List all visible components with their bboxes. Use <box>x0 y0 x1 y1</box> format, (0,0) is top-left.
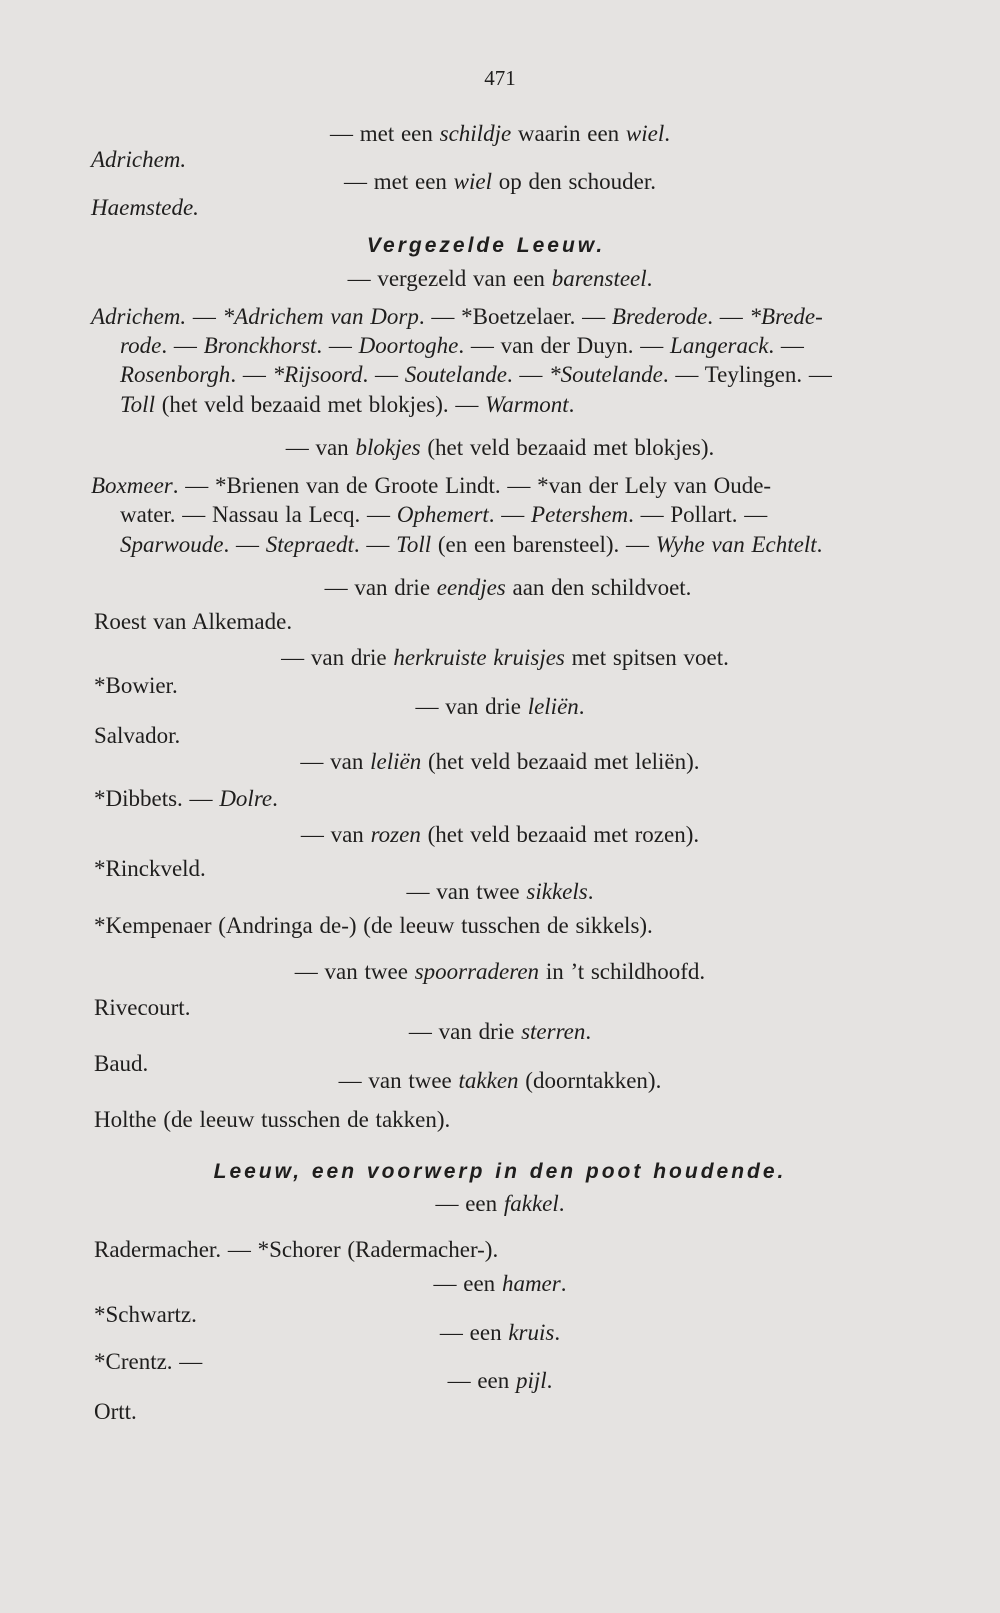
italic-text: sterren <box>521 1019 586 1044</box>
text-line <box>0 722 1000 750</box>
text-line <box>0 501 1000 529</box>
text-run: . <box>546 1368 553 1393</box>
text-line <box>0 303 1000 331</box>
line-text <box>94 609 292 634</box>
italic-text: Stepraedt <box>265 532 354 557</box>
italic-text: leliën <box>527 694 579 719</box>
text-line <box>0 391 1000 419</box>
text-run: . — <box>362 362 405 387</box>
line-text <box>120 392 574 417</box>
text-run: op den schouder. <box>492 169 656 194</box>
text-run: — <box>186 304 223 329</box>
line-text <box>325 575 692 600</box>
line-text <box>484 66 516 90</box>
line-text <box>407 879 594 904</box>
italic-text: *Soutelande <box>549 362 663 387</box>
text-run: . — <box>506 362 550 387</box>
text-run: . — Pollart. — <box>628 502 768 527</box>
charge-heading <box>0 1190 1000 1218</box>
line-text <box>120 362 832 387</box>
line-text <box>409 1019 591 1044</box>
italic-text: hamer <box>501 1271 561 1296</box>
italic-text: Boxmeer <box>91 473 173 498</box>
text-run: *Schwartz. <box>94 1302 197 1327</box>
text-run: — van drie <box>281 645 394 670</box>
text-run: (het veld bezaaid met blokjes). <box>420 435 715 460</box>
charge-heading <box>0 1067 1000 1095</box>
text-run: . <box>816 532 823 557</box>
charge-heading <box>8 574 1000 602</box>
line-text <box>448 1368 553 1393</box>
text-run: — een <box>439 1320 509 1345</box>
text-run: . <box>585 1019 592 1044</box>
text-run: 471 <box>484 66 516 90</box>
text-run: — met een <box>344 169 454 194</box>
charge-heading <box>0 120 1000 148</box>
line-text <box>120 333 804 358</box>
italic-text: Langerack <box>670 333 769 358</box>
text-run: . <box>554 1320 561 1345</box>
text-run: water. — Nassau la Lecq. — <box>120 502 397 527</box>
text-run: aan den schildvoet. <box>505 575 692 600</box>
italic-text: herkruiste kruisjes <box>393 645 565 670</box>
text-line <box>0 912 1000 940</box>
italic-text: Dolre <box>219 786 273 811</box>
italic-text: kruis <box>508 1320 555 1345</box>
italic-text: *Adrichem van Dorp <box>222 304 419 329</box>
charge-heading <box>0 434 1000 462</box>
section-heading <box>0 1158 1000 1186</box>
text-run: in ’t schildhoofd. <box>539 959 706 984</box>
text-run: . — <box>707 304 750 329</box>
line-text <box>440 1320 560 1345</box>
text-run: . — Teylingen. — <box>662 362 832 387</box>
text-run: — van drie <box>324 575 437 600</box>
line-text <box>281 645 729 670</box>
text-run: . — <box>223 532 266 557</box>
text-run: *Crentz. — <box>94 1349 203 1374</box>
text-run: . — <box>768 333 804 358</box>
text-run: — van drie <box>408 1019 522 1044</box>
line-text <box>348 266 653 291</box>
charge-heading <box>0 821 1000 849</box>
section-heading <box>0 232 986 260</box>
text-run: . <box>272 786 278 811</box>
text-run: *Dibbets. — <box>94 786 220 811</box>
italic-text: *Brede- <box>749 304 823 329</box>
text-run: Rivecourt. <box>94 995 191 1020</box>
italic-text: *Rijsoord <box>272 362 363 387</box>
charge-heading <box>0 1319 1000 1347</box>
italic-text: schildje <box>439 121 512 146</box>
text-line <box>0 361 1000 389</box>
text-run: (doorntakken). <box>518 1068 662 1093</box>
text-run: . — van der Duyn. — <box>458 333 671 358</box>
italic-text: Bronckhorst <box>203 333 317 358</box>
line-text <box>120 502 767 527</box>
text-run: — van drie <box>415 694 528 719</box>
text-run: Ortt. <box>94 1399 137 1424</box>
text-line <box>0 194 1000 222</box>
text-run: (het veld bezaaid met leliën). <box>421 749 700 774</box>
text-run: . <box>646 266 653 291</box>
line-text <box>344 169 656 194</box>
text-run: — van twee <box>406 879 527 904</box>
line-text <box>367 234 605 257</box>
page-number <box>0 64 1000 92</box>
italic-text: Warmont <box>485 392 569 417</box>
text-run: . <box>560 1271 567 1296</box>
italic-text: takken <box>458 1068 519 1093</box>
text-run: Vergezelde Leeuw. <box>366 234 606 257</box>
line-text <box>94 1107 450 1132</box>
text-run: Leeuw, een voorwerp in den poot houdende. <box>213 1160 787 1183</box>
text-run: (het veld bezaaid met rozen). <box>420 822 700 847</box>
text-run: . — <box>161 333 204 358</box>
text-run: . — <box>353 532 397 557</box>
italic-text: blokjes <box>355 435 421 460</box>
text-run: . <box>664 121 671 146</box>
text-run: . <box>568 392 575 417</box>
italic-text: barensteel <box>551 266 647 291</box>
italic-text: eendjes <box>436 575 506 600</box>
line-text <box>91 473 771 498</box>
line-text <box>94 723 180 748</box>
charge-heading <box>5 644 1000 672</box>
text-run: . — *Brienen van de Groote Lindt. — *van der Lely van Oude- <box>172 473 772 498</box>
line-text <box>434 1271 567 1296</box>
text-run: — van <box>300 749 371 774</box>
italic-text: Haemstede. <box>91 195 199 220</box>
text-run: — van <box>285 435 356 460</box>
italic-text: Brederode <box>611 304 708 329</box>
text-run: *Rinckveld. <box>94 856 206 881</box>
text-run: Radermacher. — *Schorer (Radermacher-). <box>94 1237 499 1262</box>
text-run: . <box>587 879 594 904</box>
charge-heading <box>0 958 1000 986</box>
text-run: . <box>558 1191 565 1216</box>
text-run: — een <box>447 1368 516 1393</box>
charge-heading <box>0 1270 1000 1298</box>
line-text <box>94 995 190 1020</box>
text-run: — van twee <box>294 959 415 984</box>
text-run: . — *Boetzelaer. — <box>418 304 612 329</box>
text-run: — een <box>435 1191 504 1216</box>
text-run: . — <box>316 333 359 358</box>
text-line <box>0 608 1000 636</box>
italic-text: Sparwoude <box>120 532 224 557</box>
line-text <box>120 532 822 557</box>
text-line <box>0 332 1000 360</box>
italic-text: Toll <box>120 392 155 417</box>
italic-text: leliën <box>370 749 422 774</box>
text-run: — van <box>300 822 371 847</box>
italic-text: spoorraderen <box>414 959 540 984</box>
italic-text: Rosenborgh <box>120 362 231 387</box>
line-text <box>214 1160 787 1183</box>
italic-text: Ophemert <box>396 502 489 527</box>
italic-text: Adrichem. <box>91 147 187 172</box>
text-run: Salvador. <box>94 723 181 748</box>
italic-text: Adrichem. <box>91 304 187 329</box>
italic-text: Doortoghe <box>358 333 459 358</box>
italic-text: wiel <box>625 121 665 146</box>
line-text <box>94 786 278 811</box>
text-run: — vergezeld van een <box>347 266 552 291</box>
text-line <box>0 1106 1000 1134</box>
line-text <box>339 1068 662 1093</box>
italic-text: rozen <box>370 822 421 847</box>
text-run: — van twee <box>338 1068 459 1093</box>
text-line <box>0 785 1000 813</box>
line-text <box>94 1237 498 1262</box>
charge-heading <box>0 168 1000 196</box>
line-text <box>94 913 653 938</box>
italic-text: fakkel <box>503 1191 559 1216</box>
charge-heading <box>0 1367 1000 1395</box>
text-run: Baud. <box>94 1051 149 1076</box>
italic-text: Soutelande <box>404 362 507 387</box>
text-run: met spitsen voet. <box>564 645 729 670</box>
text-run: (het veld bezaaid met blokjes). — <box>154 392 486 417</box>
charge-heading <box>0 748 1000 776</box>
text-line <box>0 472 1000 500</box>
charge-heading <box>0 878 1000 906</box>
charge-heading <box>0 1018 1000 1046</box>
text-run: — een <box>433 1271 502 1296</box>
text-line <box>0 1236 1000 1264</box>
charge-heading <box>0 265 1000 293</box>
text-run: . <box>578 694 585 719</box>
text-run: Roest van Alkemade. <box>94 609 293 634</box>
line-text <box>415 694 584 719</box>
italic-text: wiel <box>453 169 493 194</box>
line-text <box>330 121 670 146</box>
text-line <box>0 1398 1000 1426</box>
italic-text: Petershem <box>531 502 629 527</box>
line-text <box>301 822 699 847</box>
text-run: *Bowier. <box>94 673 178 698</box>
italic-text: sikkels <box>526 879 588 904</box>
text-run: — met een <box>329 121 440 146</box>
line-text <box>91 195 199 220</box>
italic-text: Wyhe van Echtelt <box>655 532 817 557</box>
italic-text: Toll <box>396 532 432 557</box>
text-run: waarin een <box>511 121 626 146</box>
text-run: (en een barensteel). — <box>431 532 656 557</box>
line-text <box>295 959 705 984</box>
text-run: Holthe (de leeuw tusschen de takken). <box>94 1107 451 1132</box>
line-text <box>94 1399 137 1424</box>
line-text <box>300 749 699 774</box>
text-run: . — <box>488 502 532 527</box>
line-text <box>91 304 823 329</box>
italic-text: rode <box>120 333 162 358</box>
italic-text: pijl <box>516 1368 547 1393</box>
charge-heading <box>0 693 1000 721</box>
text-run: *Kempenaer (Andringa de-) (de leeuw tusschen de sikkels). <box>94 913 653 938</box>
line-text <box>286 435 715 460</box>
text-line <box>0 531 1000 559</box>
text-run: . — <box>230 362 273 387</box>
line-text <box>435 1191 564 1216</box>
